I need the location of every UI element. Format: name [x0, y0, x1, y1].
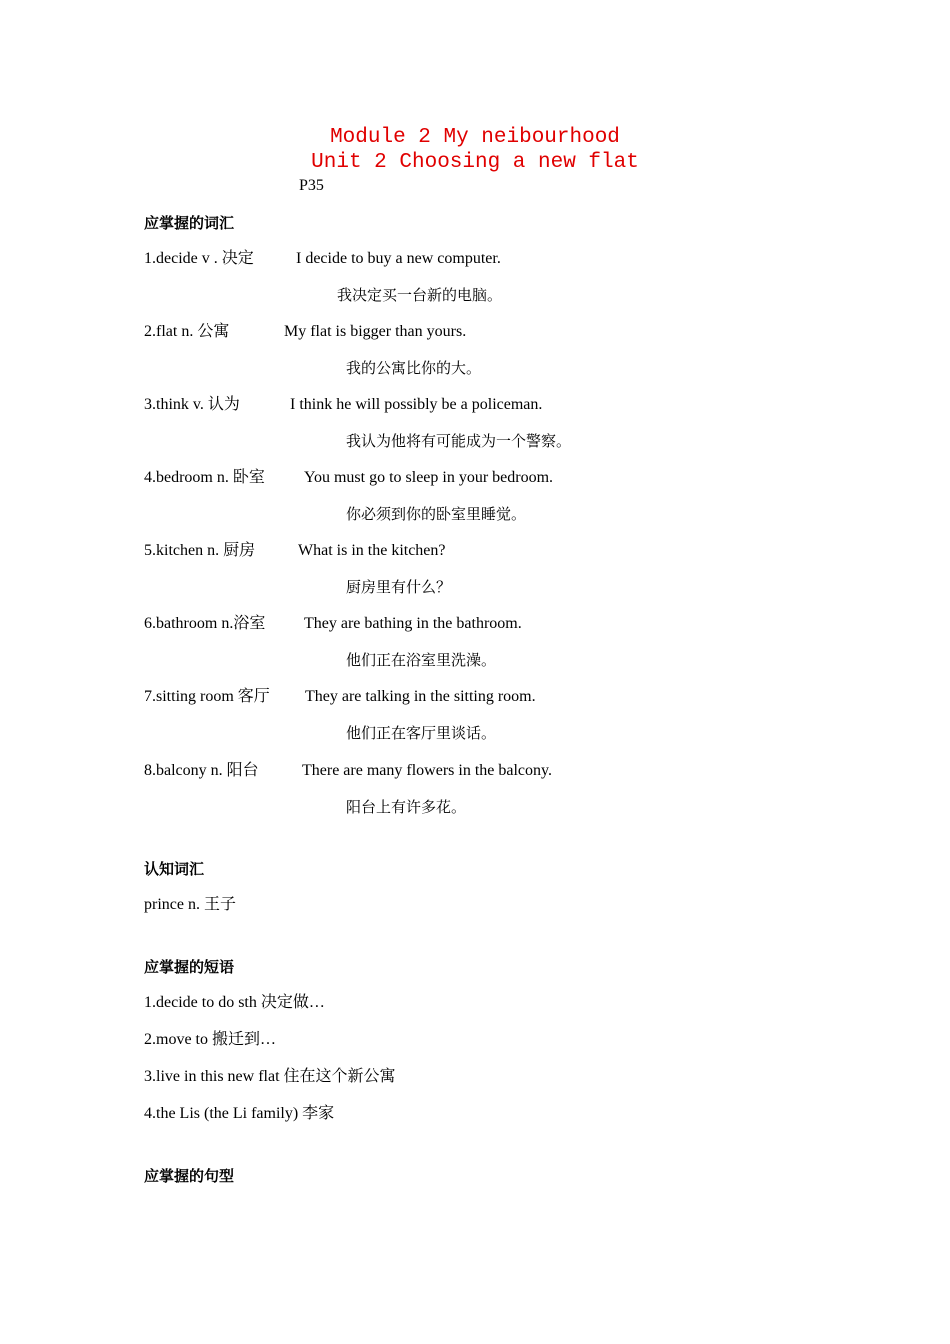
vocab-heading: 应掌握的词汇 — [144, 214, 235, 232]
vocab-example-cn: 他们正在浴室里洗澡。 — [346, 651, 497, 669]
vocab-word: 4.bedroom n. 卧室 — [144, 469, 265, 486]
vocab-example-en: What is in the kitchen? — [298, 542, 446, 559]
vocab-example-cn: 阳台上有许多花。 — [346, 798, 467, 816]
module-title: Module 2 My neibourhood — [330, 126, 620, 149]
unit-title: Unit 2 Choosing a new flat — [311, 151, 639, 174]
phrase-item: 2.move to 搬迁到… — [144, 1031, 276, 1048]
vocab-word: 7.sitting room 客厅 — [144, 688, 270, 705]
vocab-example-cn: 我的公寓比你的大。 — [346, 359, 482, 377]
vocab-example-en: You must go to sleep in your bedroom. — [304, 469, 554, 486]
vocab-word: 2.flat n. 公寓 — [144, 323, 230, 340]
phrase-item: 1.decide to do sth 决定做… — [144, 994, 325, 1011]
vocab-example-cn: 你必须到你的卧室里睡觉。 — [346, 505, 527, 523]
vocab-word: 8.balcony n. 阳台 — [144, 762, 259, 779]
vocab-example-en: I think he will possibly be a policeman. — [290, 396, 543, 413]
sentences-heading: 应掌握的句型 — [144, 1167, 235, 1185]
vocab-word: 1.decide v . 决定 — [144, 250, 254, 267]
phrase-item: 3.live in this new flat 住在这个新公寓 — [144, 1068, 396, 1085]
page-reference: P35 — [299, 177, 324, 194]
vocab-example-en: They are bathing in the bathroom. — [304, 615, 522, 632]
vocab-example-cn: 我认为他将有可能成为一个警察。 — [346, 432, 572, 450]
vocab-word: 3.think v. 认为 — [144, 396, 240, 413]
vocab-example-en: There are many flowers in the balcony. — [302, 762, 552, 779]
cognitive-item: prince n. 王子 — [144, 896, 236, 913]
vocab-example-en: I decide to buy a new computer. — [296, 250, 501, 267]
vocab-example-cn: 厨房里有什么？ — [346, 578, 452, 596]
vocab-word: 6.bathroom n.浴室 — [144, 615, 266, 632]
vocab-example-cn: 他们正在客厅里谈话。 — [346, 724, 497, 742]
vocab-word: 5.kitchen n. 厨房 — [144, 542, 256, 559]
vocab-example-en: They are talking in the sitting room. — [305, 688, 536, 705]
vocab-example-en: My flat is bigger than yours. — [284, 323, 467, 340]
vocab-example-cn: 我决定买一台新的电脑。 — [337, 286, 503, 304]
cognitive-heading: 认知词汇 — [144, 860, 205, 878]
phrase-item: 4.the Lis (the Li family) 李家 — [144, 1105, 335, 1122]
phrases-heading: 应掌握的短语 — [144, 958, 235, 976]
